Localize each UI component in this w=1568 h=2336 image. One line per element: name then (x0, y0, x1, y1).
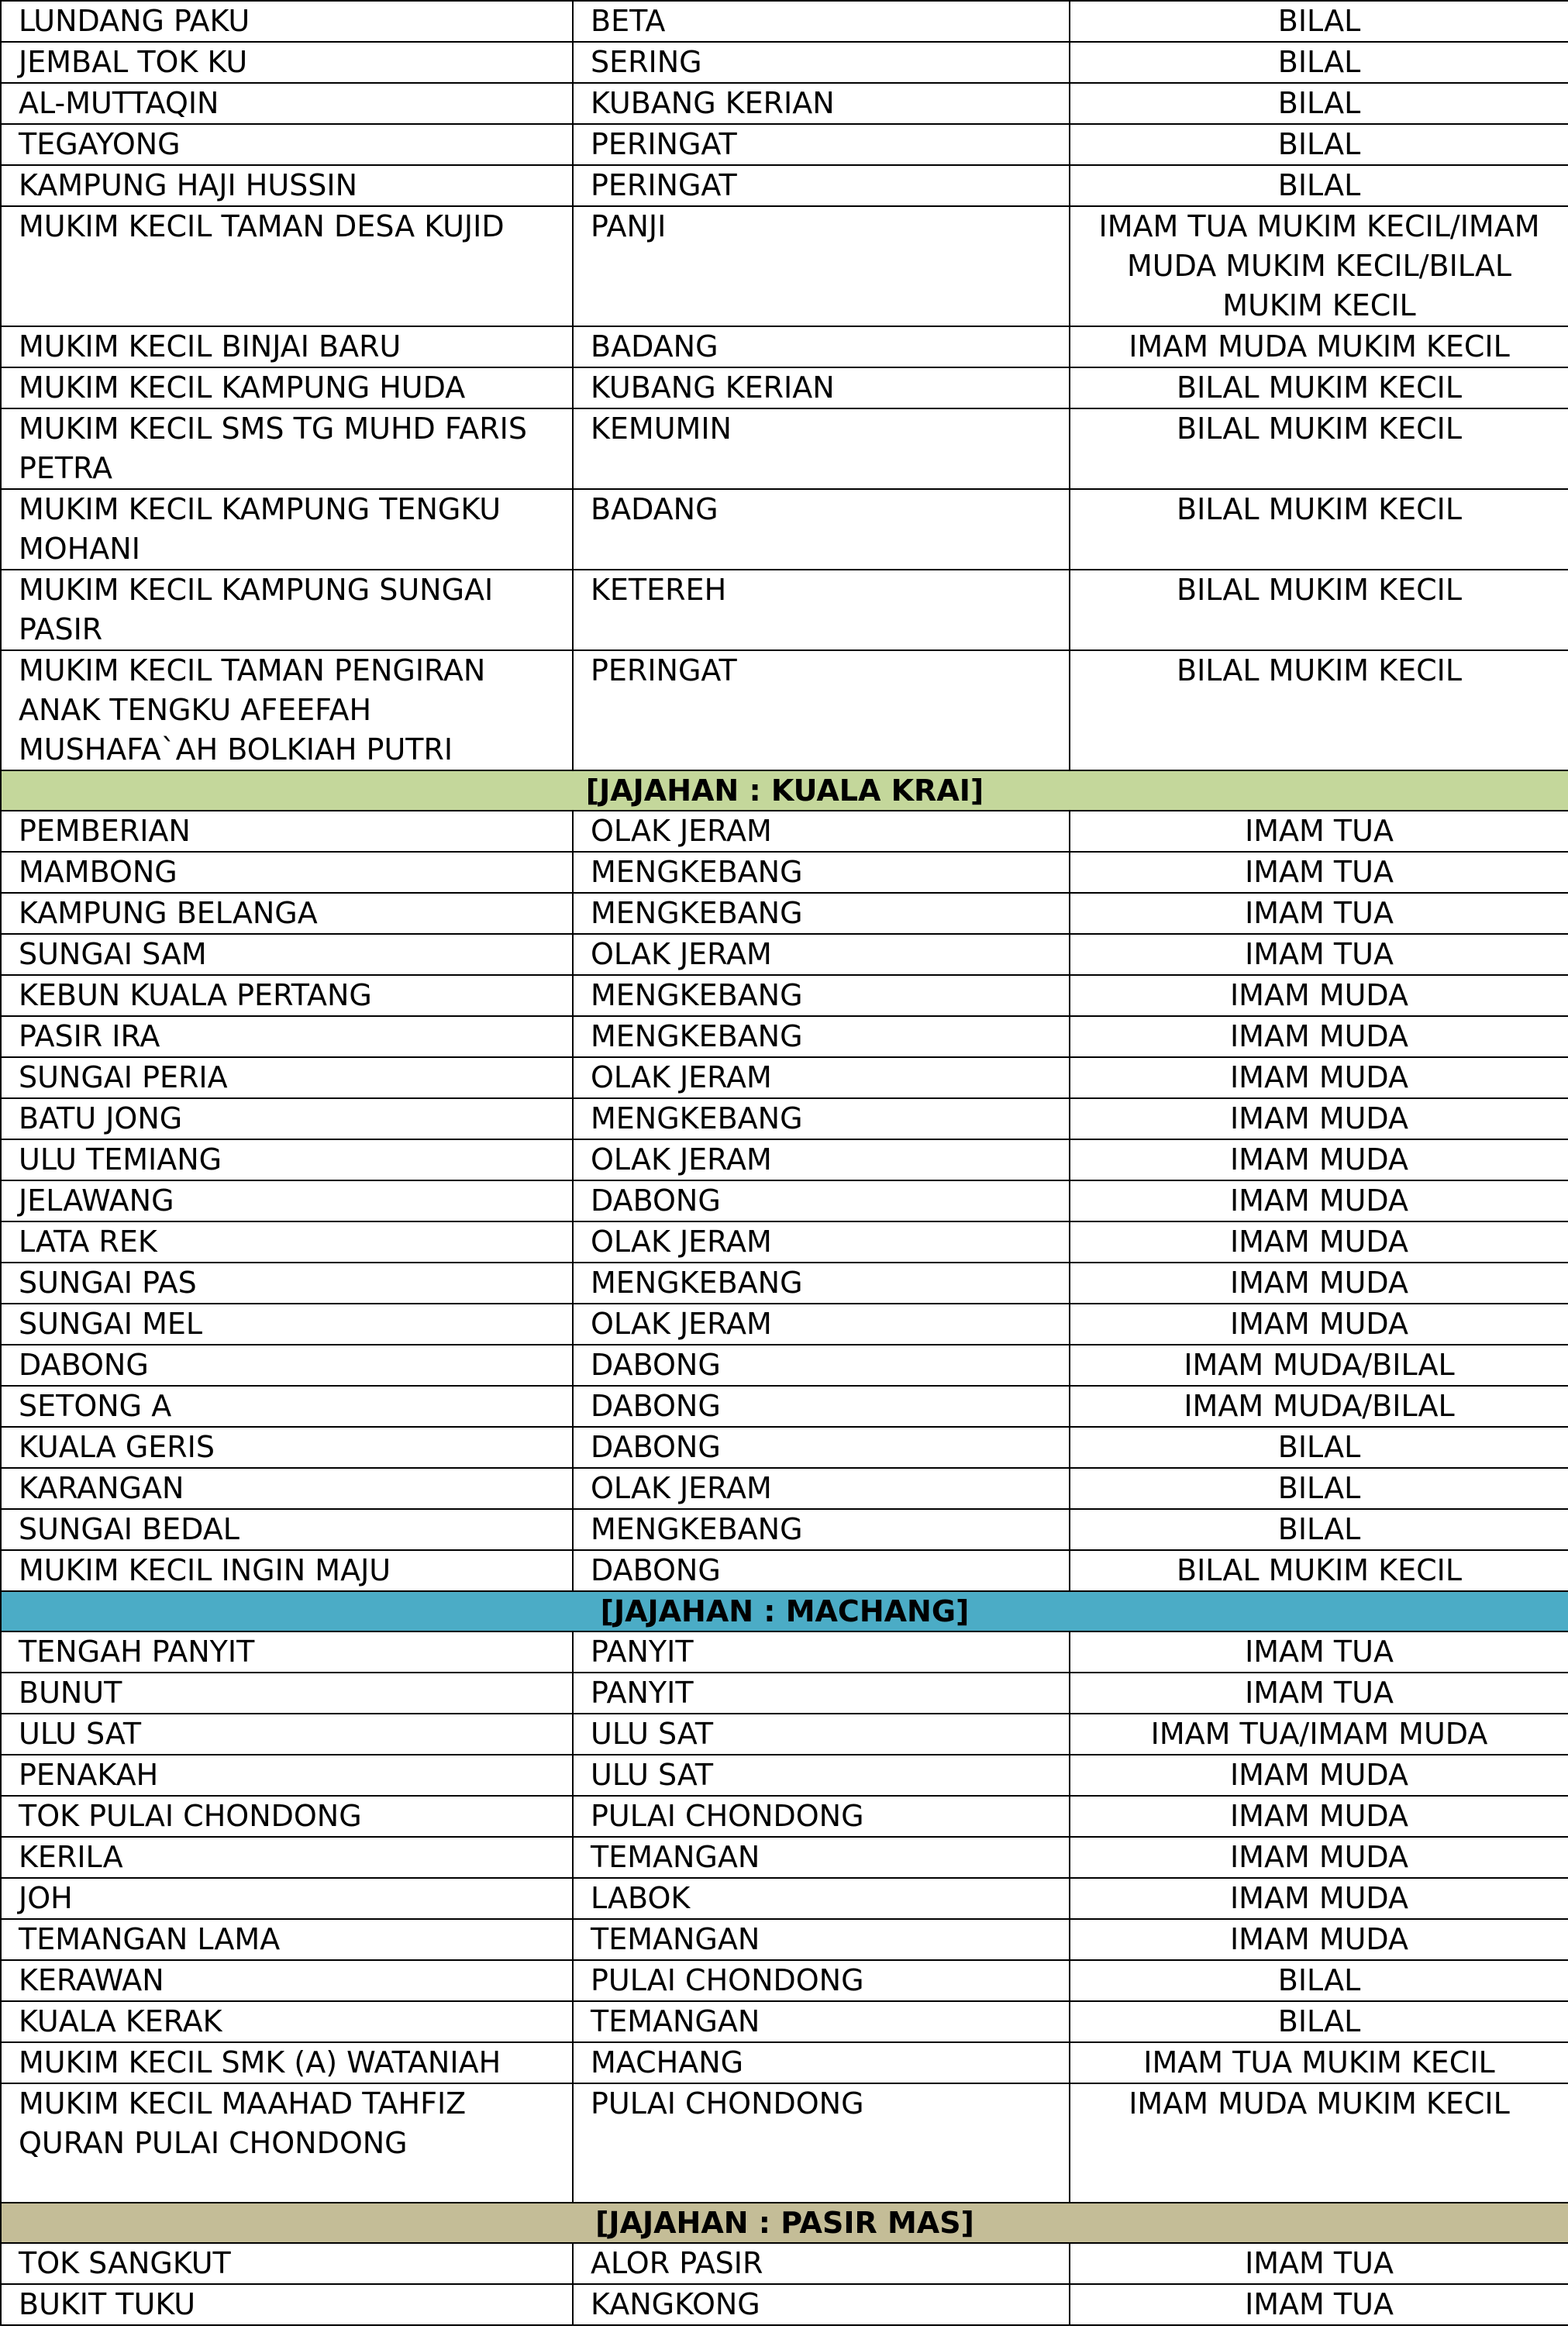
position-cell: BILAL (1070, 83, 1568, 124)
mosque-name-cell: MUKIM KECIL SMS TG MUHD FARIS PETRA (1, 408, 573, 489)
table-row (1, 1304, 1568, 1345)
position-cell: IMAM TUA/IMAM MUDA (1070, 1714, 1568, 1755)
mosque-name-cell: SUNGAI PAS (1, 1263, 573, 1304)
mosque-name-cell: KERAWAN (1, 1960, 573, 2001)
table-row (1, 1960, 1568, 2001)
position-cell: IMAM MUDA MUKIM KECIL (1070, 2083, 1568, 2203)
mukim-cell: DABONG (573, 1427, 1070, 1468)
mukim-cell: OLAK JERAM (573, 811, 1070, 852)
mosque-name-cell: AL-MUTTAQIN (1, 83, 573, 124)
table-row (1, 2001, 1568, 2042)
position-cell: BILAL (1070, 42, 1568, 83)
mosque-name-cell: KAMPUNG HAJI HUSSIN (1, 165, 573, 206)
mukim-cell: ULU SAT (573, 1755, 1070, 1796)
table-row (1, 1221, 1568, 1263)
mukim-cell: MENGKEBANG (573, 975, 1070, 1016)
mosque-name-cell: ULU SAT (1, 1714, 573, 1755)
mukim-cell: BETA (573, 1, 1070, 42)
table-body (1, 1, 1568, 2325)
table-row (1, 1057, 1568, 1098)
position-cell: BILAL MUKIM KECIL (1070, 1550, 1568, 1591)
mosque-name-cell: JEMBAL TOK KU (1, 42, 573, 83)
mukim-cell: ALOR PASIR (573, 2243, 1070, 2284)
table-row (1, 1631, 1568, 1673)
table-row (1, 2243, 1568, 2284)
mosque-name-cell: KERILA (1, 1837, 573, 1878)
table-row (1, 975, 1568, 1016)
table-row (1, 124, 1568, 165)
mukim-cell: BADANG (573, 326, 1070, 367)
mosque-name-cell: KUALA GERIS (1, 1427, 573, 1468)
position-cell: BILAL MUKIM KECIL (1070, 650, 1568, 770)
district-header-row (1, 770, 1568, 811)
position-cell: IMAM MUDA MUKIM KECIL (1070, 326, 1568, 367)
table-row (1, 1837, 1568, 1878)
mosque-name-cell: MAMBONG (1, 852, 573, 893)
mukim-cell: OLAK JERAM (573, 1057, 1070, 1098)
mukim-cell: MACHANG (573, 2042, 1070, 2083)
table-row (1, 1386, 1568, 1427)
position-cell: BILAL MUKIM KECIL (1070, 570, 1568, 650)
mukim-cell: KUBANG KERIAN (573, 83, 1070, 124)
district-header-row (1, 1591, 1568, 1631)
mosque-name-cell: KUALA KERAK (1, 2001, 573, 2042)
mosque-name-cell: TOK PULAI CHONDONG (1, 1796, 573, 1837)
position-cell: BILAL MUKIM KECIL (1070, 408, 1568, 489)
position-cell: IMAM MUDA (1070, 1755, 1568, 1796)
mosque-name-cell: MUKIM KECIL KAMPUNG TENGKU MOHANI (1, 489, 573, 570)
mosque-name-cell: SUNGAI PERIA (1, 1057, 573, 1098)
table-row (1, 489, 1568, 570)
mukim-cell: PULAI CHONDONG (573, 1796, 1070, 1837)
district-header: [JAJAHAN : KUALA KRAI] (1, 770, 1568, 811)
mosque-name-cell: MUKIM KECIL MAAHAD TAHFIZ QURAN PULAI CHONDONG (1, 2083, 573, 2203)
mukim-cell: DABONG (573, 1550, 1070, 1591)
table-row (1, 1098, 1568, 1139)
position-cell: IMAM TUA MUKIM KECIL (1070, 2042, 1568, 2083)
mukim-cell: PANJI (573, 206, 1070, 326)
mosque-name-cell: MUKIM KECIL KAMPUNG SUNGAI PASIR (1, 570, 573, 650)
position-cell: BILAL MUKIM KECIL (1070, 367, 1568, 408)
table-row (1, 42, 1568, 83)
mosque-name-cell: PENAKAH (1, 1755, 573, 1796)
mosque-name-cell: MUKIM KECIL INGIN MAJU (1, 1550, 573, 1591)
position-cell: IMAM MUDA/BILAL (1070, 1386, 1568, 1427)
table-row (1, 1016, 1568, 1057)
mukim-cell: OLAK JERAM (573, 1139, 1070, 1180)
mukim-cell: MENGKEBANG (573, 1016, 1070, 1057)
mukim-cell: DABONG (573, 1180, 1070, 1221)
position-cell: BILAL (1070, 2001, 1568, 2042)
mukim-cell: PULAI CHONDONG (573, 1960, 1070, 2001)
mosque-name-cell: BATU JONG (1, 1098, 573, 1139)
table-row (1, 1427, 1568, 1468)
mukim-cell: TEMANGAN (573, 2001, 1070, 2042)
table-row (1, 1714, 1568, 1755)
table-row (1, 408, 1568, 489)
mukim-cell: MENGKEBANG (573, 1509, 1070, 1550)
table-row (1, 570, 1568, 650)
mukim-cell: MENGKEBANG (573, 1098, 1070, 1139)
mosque-name-cell: MUKIM KECIL TAMAN DESA KUJID (1, 206, 573, 326)
mukim-cell: LABOK (573, 1878, 1070, 1919)
mosque-name-cell: JOH (1, 1878, 573, 1919)
position-cell: BILAL (1070, 1427, 1568, 1468)
position-cell: BILAL (1070, 1960, 1568, 2001)
position-cell: BILAL (1070, 1468, 1568, 1509)
table-row (1, 165, 1568, 206)
position-cell: IMAM MUDA (1070, 1180, 1568, 1221)
mosque-name-cell: ULU TEMIANG (1, 1139, 573, 1180)
position-cell: BILAL (1070, 1, 1568, 42)
table-row (1, 1673, 1568, 1714)
mukim-cell: TEMANGAN (573, 1919, 1070, 1960)
mukim-cell: KETEREH (573, 570, 1070, 650)
mukim-cell: MENGKEBANG (573, 893, 1070, 934)
mosque-name-cell: LATA REK (1, 1221, 573, 1263)
table-row (1, 893, 1568, 934)
table-row (1, 1, 1568, 42)
position-cell: IMAM MUDA/BILAL (1070, 1345, 1568, 1386)
position-cell: IMAM MUDA (1070, 1304, 1568, 1345)
district-header: [JAJAHAN : PASIR MAS] (1, 2203, 1568, 2243)
mukim-cell: KEMUMIN (573, 408, 1070, 489)
mukim-cell: OLAK JERAM (573, 1468, 1070, 1509)
mukim-cell: OLAK JERAM (573, 1221, 1070, 1263)
mukim-cell: OLAK JERAM (573, 934, 1070, 975)
mukim-cell: PANYIT (573, 1673, 1070, 1714)
position-cell: IMAM TUA (1070, 852, 1568, 893)
mosque-name-cell: BUNUT (1, 1673, 573, 1714)
position-cell: IMAM TUA (1070, 2284, 1568, 2325)
position-cell: IMAM MUDA (1070, 1919, 1568, 1960)
mosque-name-cell: TEGAYONG (1, 124, 573, 165)
mukim-cell: SERING (573, 42, 1070, 83)
position-cell: IMAM TUA (1070, 1631, 1568, 1673)
position-cell: BILAL (1070, 165, 1568, 206)
table-row (1, 83, 1568, 124)
position-cell: BILAL (1070, 1509, 1568, 1550)
table-row (1, 934, 1568, 975)
mosque-name-cell: MUKIM KECIL KAMPUNG HUDA (1, 367, 573, 408)
mosque-name-cell: MUKIM KECIL TAMAN PENGIRAN ANAK TENGKU AFEEFAH MUSHAFA`AH BOLKIAH PUTRI (1, 650, 573, 770)
position-cell: IMAM TUA (1070, 934, 1568, 975)
table-row (1, 1550, 1568, 1591)
mukim-cell: ULU SAT (573, 1714, 1070, 1755)
mukim-cell: KUBANG KERIAN (573, 367, 1070, 408)
mosque-name-cell: KEBUN KUALA PERTANG (1, 975, 573, 1016)
table-row (1, 1796, 1568, 1837)
table-row (1, 367, 1568, 408)
position-cell: IMAM MUDA (1070, 1837, 1568, 1878)
table-row (1, 1468, 1568, 1509)
mosque-name-cell: LUNDANG PAKU (1, 1, 573, 42)
mukim-cell: PANYIT (573, 1631, 1070, 1673)
mosque-name-cell: MUKIM KECIL BINJAI BARU (1, 326, 573, 367)
mukim-cell: BADANG (573, 489, 1070, 570)
mosque-name-cell: PEMBERIAN (1, 811, 573, 852)
position-cell: BILAL (1070, 124, 1568, 165)
position-cell: BILAL MUKIM KECIL (1070, 489, 1568, 570)
table-row (1, 1878, 1568, 1919)
mukim-cell: DABONG (573, 1345, 1070, 1386)
mosque-name-cell: TENGAH PANYIT (1, 1631, 573, 1673)
mosque-name-cell: TOK SANGKUT (1, 2243, 573, 2284)
mukim-cell: DABONG (573, 1386, 1070, 1427)
mosque-name-cell: MUKIM KECIL SMK (A) WATANIAH (1, 2042, 573, 2083)
mukim-cell: PERINGAT (573, 165, 1070, 206)
table-row (1, 1919, 1568, 1960)
mosque-name-cell: SUNGAI BEDAL (1, 1509, 573, 1550)
mukim-cell: PULAI CHONDONG (573, 2083, 1070, 2203)
position-cell: IMAM TUA (1070, 811, 1568, 852)
mosque-name-cell: KAMPUNG BELANGA (1, 893, 573, 934)
table-row (1, 1180, 1568, 1221)
mosque-name-cell: TEMANGAN LAMA (1, 1919, 573, 1960)
table-row (1, 326, 1568, 367)
position-cell: IMAM TUA MUKIM KECIL/IMAM MUDA MUKIM KECIL/BILAL MUKIM KECIL (1070, 206, 1568, 326)
mukim-cell: MENGKEBANG (573, 1263, 1070, 1304)
mosque-name-cell: PASIR IRA (1, 1016, 573, 1057)
mosque-name-cell: JELAWANG (1, 1180, 573, 1221)
table-row (1, 2042, 1568, 2083)
mosque-name-cell: SUNGAI SAM (1, 934, 573, 975)
mukim-cell: PERINGAT (573, 124, 1070, 165)
district-header: [JAJAHAN : MACHANG] (1, 1591, 1568, 1631)
position-cell: IMAM MUDA (1070, 1139, 1568, 1180)
table-row (1, 1509, 1568, 1550)
table-row (1, 1755, 1568, 1796)
table-row (1, 2083, 1568, 2203)
table-row (1, 2284, 1568, 2325)
position-cell: IMAM MUDA (1070, 1098, 1568, 1139)
mukim-cell: PERINGAT (573, 650, 1070, 770)
table-row (1, 852, 1568, 893)
mukim-cell: KANGKONG (573, 2284, 1070, 2325)
position-cell: IMAM MUDA (1070, 1263, 1568, 1304)
table-row (1, 811, 1568, 852)
table-row (1, 206, 1568, 326)
mukim-cell: OLAK JERAM (573, 1304, 1070, 1345)
mosque-name-cell: SETONG A (1, 1386, 573, 1427)
table-row (1, 1263, 1568, 1304)
mosque-name-cell: DABONG (1, 1345, 573, 1386)
mosque-name-cell: SUNGAI MEL (1, 1304, 573, 1345)
mosque-name-cell: BUKIT TUKU (1, 2284, 573, 2325)
table-row (1, 1139, 1568, 1180)
position-cell: IMAM MUDA (1070, 975, 1568, 1016)
position-cell: IMAM MUDA (1070, 1016, 1568, 1057)
position-cell: IMAM TUA (1070, 2243, 1568, 2284)
position-cell: IMAM TUA (1070, 893, 1568, 934)
position-cell: IMAM TUA (1070, 1673, 1568, 1714)
position-cell: IMAM MUDA (1070, 1796, 1568, 1837)
mukim-cell: TEMANGAN (573, 1837, 1070, 1878)
mukim-cell: MENGKEBANG (573, 852, 1070, 893)
position-cell: IMAM MUDA (1070, 1878, 1568, 1919)
district-header-row (1, 2203, 1568, 2243)
table-row (1, 650, 1568, 770)
table-row (1, 1345, 1568, 1386)
position-cell: IMAM MUDA (1070, 1057, 1568, 1098)
mosque-name-cell: KARANGAN (1, 1468, 573, 1509)
position-cell: IMAM MUDA (1070, 1221, 1568, 1263)
